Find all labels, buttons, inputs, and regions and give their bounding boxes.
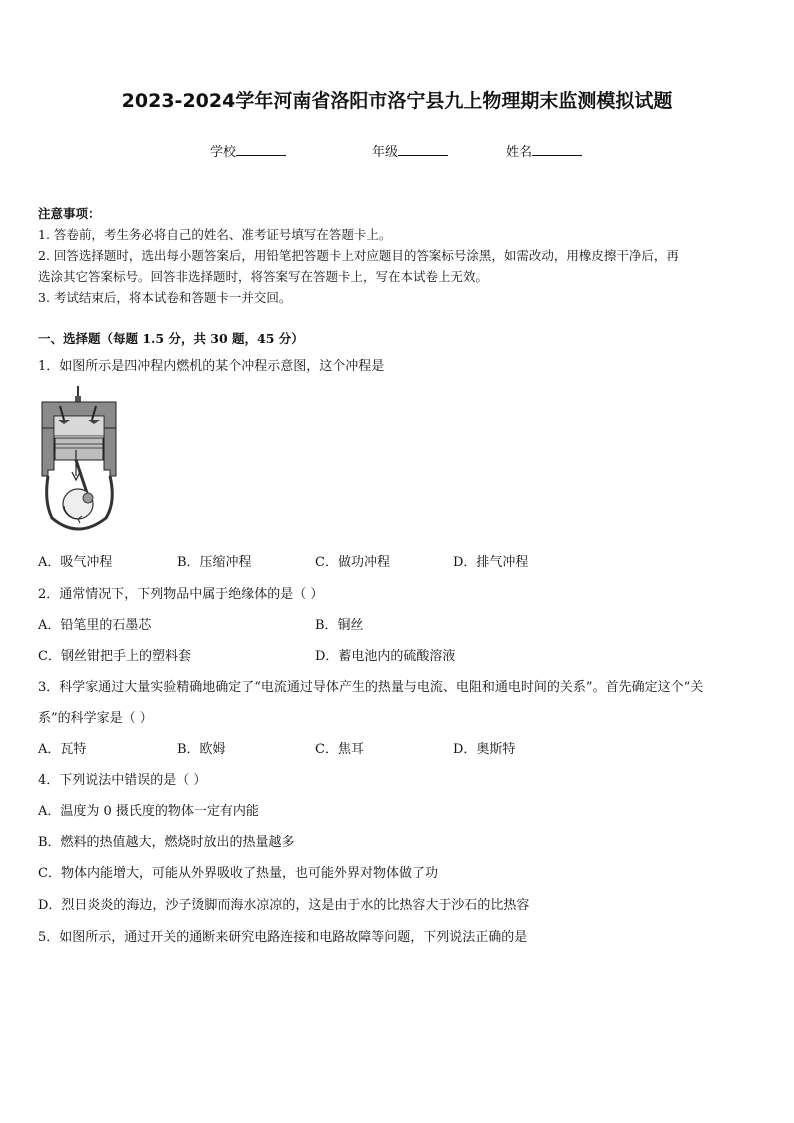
q4-option-b: B．燃料的热值越大，燃烧时放出的热量越多 <box>38 835 295 850</box>
q3-option-d: D．奥斯特 <box>453 742 516 757</box>
q3-option-b: B．欧姆 <box>177 742 226 757</box>
q2-option-a: A．铅笔里的石墨芯 <box>38 618 152 633</box>
q3-option-a: A．瓦特 <box>38 742 87 757</box>
q2-option-d: D．蓄电池内的硫酸溶液 <box>315 649 456 664</box>
grade-field <box>372 141 448 160</box>
school-blank <box>236 143 286 156</box>
school-field <box>210 141 286 160</box>
q4-option-c: C．物体内能增大，可能从外界吸收了热量，也可能外界对物体做了功 <box>38 866 438 881</box>
name-label: 姓名 <box>506 145 533 160</box>
notice-item-2a: 2. 回答选择题时，选出每小题答案后，用铅笔把答题卡上对应题目的答案标号涂黑，如需改动，用橡皮擦干净后，再 <box>38 248 679 263</box>
school-label: 学校 <box>210 145 237 160</box>
name-field <box>506 141 582 160</box>
q1-option-b: B．压缩冲程 <box>177 555 252 570</box>
q4-option-a: A．温度为 0 摄氏度的物体一定有内能 <box>38 804 259 819</box>
name-blank <box>532 143 582 156</box>
q3-option-c: C．焦耳 <box>315 742 364 757</box>
q1-option-c: C．做功冲程 <box>315 555 390 570</box>
notice-item-2b: 选涂其它答案标号。回答非选择题时，将答案写在答题卡上，写在本试卷上无效。 <box>38 269 489 284</box>
q3-stem-line1: 3．科学家通过大量实验精确地确定了“电流通过导体产生的热量与电流、电阻和通电时间的关系”。首先确定这个“关 <box>38 680 704 695</box>
section-heading: 一、选择题（每题 1.5 分，共 30 题，45 分） <box>38 331 304 346</box>
engine-stroke-figure <box>38 384 124 536</box>
q2-option-b: B．铜丝 <box>315 618 364 633</box>
q1-stem: 1．如图所示是四冲程内燃机的某个冲程示意图，这个冲程是 <box>38 359 385 374</box>
grade-blank <box>398 143 448 156</box>
grade-label: 年级 <box>372 145 399 160</box>
q4-option-d: D．烈日炎炎的海边，沙子烫脚而海水凉凉的，这是由于水的比热容大于沙石的比热容 <box>38 898 530 913</box>
q4-stem: 4．下列说法中错误的是（ ） <box>38 773 207 788</box>
page-title: 2023-2024学年河南省洛阳市洛宁县九上物理期末监测模拟试题 <box>121 90 673 112</box>
notice-item-3: 3. 考试结束后，将本试卷和答题卡一并交回。 <box>38 290 292 305</box>
q1-option-a: A．吸气冲程 <box>38 555 113 570</box>
q2-stem: 2．通常情况下，下列物品中属于绝缘体的是（ ） <box>38 587 324 602</box>
notice-heading: 注意事项： <box>38 206 101 221</box>
q2-option-c: C．钢丝钳把手上的塑料套 <box>38 649 191 664</box>
q5-stem: 5．如图所示，通过开关的通断来研究电路连接和电路故障等问题，下列说法正确的是 <box>38 930 528 945</box>
notice-item-1: 1. 答卷前，考生务必将自己的姓名、准考证号填写在答题卡上。 <box>38 227 392 242</box>
q1-option-d: D．排气冲程 <box>453 555 529 570</box>
q3-stem-line2: 系”的科学家是（ ） <box>38 711 153 726</box>
